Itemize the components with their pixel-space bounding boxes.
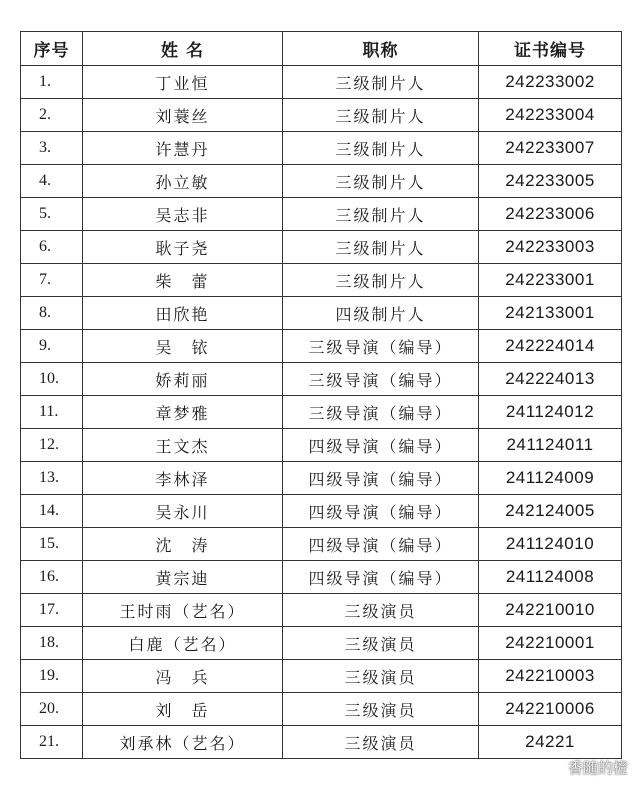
cell-name: 刘承林（艺名）: [83, 726, 283, 759]
cell-cert-number: 242124005: [479, 495, 622, 528]
cell-seq: 13.: [21, 462, 83, 495]
table-row: [21, 363, 622, 396]
cell-seq: 5.: [21, 198, 83, 231]
cell-cert-number: 242210003: [479, 660, 622, 693]
certificate-table: [20, 31, 622, 759]
cell-seq: 8.: [21, 297, 83, 330]
cell-seq: 10.: [21, 363, 83, 396]
cell-seq: 7.: [21, 264, 83, 297]
cell-name: 吴志非: [83, 198, 283, 231]
header-title: 职称: [283, 32, 479, 66]
cell-seq: 17.: [21, 594, 83, 627]
cell-cert-number: 242233001: [479, 264, 622, 297]
cell-cert-number: 242210006: [479, 693, 622, 726]
cell-title: 三级制片人: [283, 231, 479, 264]
table-row: [21, 429, 622, 462]
cell-title: 四级导演（编导）: [283, 429, 479, 462]
cell-name: 吴永川: [83, 495, 283, 528]
cell-seq: 18.: [21, 627, 83, 660]
cell-cert-number: 241124011: [479, 429, 622, 462]
header-row: [21, 32, 622, 66]
cell-title: 四级导演（编导）: [283, 495, 479, 528]
cell-name: 白鹿（艺名）: [83, 627, 283, 660]
cell-cert-number: 242224014: [479, 330, 622, 363]
cell-name: 刘 岳: [83, 693, 283, 726]
cell-name: 黄宗迪: [83, 561, 283, 594]
cell-seq: 11.: [21, 396, 83, 429]
table-row: [21, 495, 622, 528]
table-row: [21, 264, 622, 297]
cell-cert-number: 242210001: [479, 627, 622, 660]
table-row: [21, 561, 622, 594]
cell-cert-number: 242210010: [479, 594, 622, 627]
cell-seq: 1.: [21, 66, 83, 99]
cell-name: 耿子尧: [83, 231, 283, 264]
table-row: [21, 726, 622, 759]
cell-cert-number: 242133001: [479, 297, 622, 330]
cell-title: 三级演员: [283, 627, 479, 660]
table-row: [21, 462, 622, 495]
cell-title: 三级演员: [283, 693, 479, 726]
watermark-text: 香随的橙: [567, 759, 628, 777]
cell-cert-number: 242233003: [479, 231, 622, 264]
table-row: [21, 66, 622, 99]
cell-cert-number: 241124012: [479, 396, 622, 429]
cell-cert-number: 242224013: [479, 363, 622, 396]
cell-title: 三级演员: [283, 660, 479, 693]
cell-title: 三级演员: [283, 594, 479, 627]
cell-seq: 14.: [21, 495, 83, 528]
header-seq: 序号: [21, 32, 83, 66]
cell-cert-number: 241124008: [479, 561, 622, 594]
cell-title: 三级制片人: [283, 165, 479, 198]
cell-cert-number: 242233006: [479, 198, 622, 231]
header-name: 姓 名: [83, 32, 283, 66]
cell-cert-number: 242233004: [479, 99, 622, 132]
cell-seq: 3.: [21, 132, 83, 165]
cell-name: 王文杰: [83, 429, 283, 462]
cell-name: 娇莉丽: [83, 363, 283, 396]
cell-name: 沈 涛: [83, 528, 283, 561]
cell-title: 四级制片人: [283, 297, 479, 330]
cell-name: 李林泽: [83, 462, 283, 495]
cell-title: 三级导演（编导）: [283, 363, 479, 396]
cell-cert-number: 242233002: [479, 66, 622, 99]
cell-title: 三级制片人: [283, 99, 479, 132]
cell-seq: 6.: [21, 231, 83, 264]
table-row: [21, 330, 622, 363]
cell-seq: 21.: [21, 726, 83, 759]
table-row: [21, 99, 622, 132]
cell-name: 章梦雅: [83, 396, 283, 429]
table-row: [21, 660, 622, 693]
table-row: [21, 231, 622, 264]
cell-title: 三级制片人: [283, 264, 479, 297]
table-row: [21, 594, 622, 627]
cell-name: 丁业恒: [83, 66, 283, 99]
cell-cert-number: 24221: [479, 726, 622, 759]
table-row: [21, 132, 622, 165]
table-row: [21, 198, 622, 231]
cell-seq: 19.: [21, 660, 83, 693]
table-body: [21, 66, 622, 759]
cell-cert-number: 241124009: [479, 462, 622, 495]
cell-title: 三级制片人: [283, 198, 479, 231]
cell-seq: 15.: [21, 528, 83, 561]
cell-title: 四级导演（编导）: [283, 528, 479, 561]
cell-name: 吴 铱: [83, 330, 283, 363]
cell-title: 三级制片人: [283, 66, 479, 99]
cell-name: 刘蓑丝: [83, 99, 283, 132]
cell-name: 许慧丹: [83, 132, 283, 165]
table-row: [21, 627, 622, 660]
cell-title: 三级演员: [283, 726, 479, 759]
table-row: [21, 297, 622, 330]
cell-name: 柴 蕾: [83, 264, 283, 297]
table-row: [21, 396, 622, 429]
cell-seq: 12.: [21, 429, 83, 462]
cell-name: 王时雨（艺名）: [83, 594, 283, 627]
table-header: [21, 32, 622, 66]
cell-name: 孙立敏: [83, 165, 283, 198]
cell-title: 四级导演（编导）: [283, 561, 479, 594]
cell-name: 冯 兵: [83, 660, 283, 693]
cell-seq: 9.: [21, 330, 83, 363]
cell-seq: 20.: [21, 693, 83, 726]
cell-cert-number: 242233007: [479, 132, 622, 165]
cell-title: 三级制片人: [283, 132, 479, 165]
cell-title: 三级导演（编导）: [283, 396, 479, 429]
cell-cert-number: 242233005: [479, 165, 622, 198]
header-cert-number: 证书编号: [479, 32, 622, 66]
cell-seq: 2.: [21, 99, 83, 132]
cell-seq: 16.: [21, 561, 83, 594]
table-row: [21, 165, 622, 198]
cell-title: 四级导演（编导）: [283, 462, 479, 495]
cell-cert-number: 241124010: [479, 528, 622, 561]
table-row: [21, 528, 622, 561]
cell-seq: 4.: [21, 165, 83, 198]
table-row: [21, 693, 622, 726]
cell-name: 田欣艳: [83, 297, 283, 330]
cell-title: 三级导演（编导）: [283, 330, 479, 363]
